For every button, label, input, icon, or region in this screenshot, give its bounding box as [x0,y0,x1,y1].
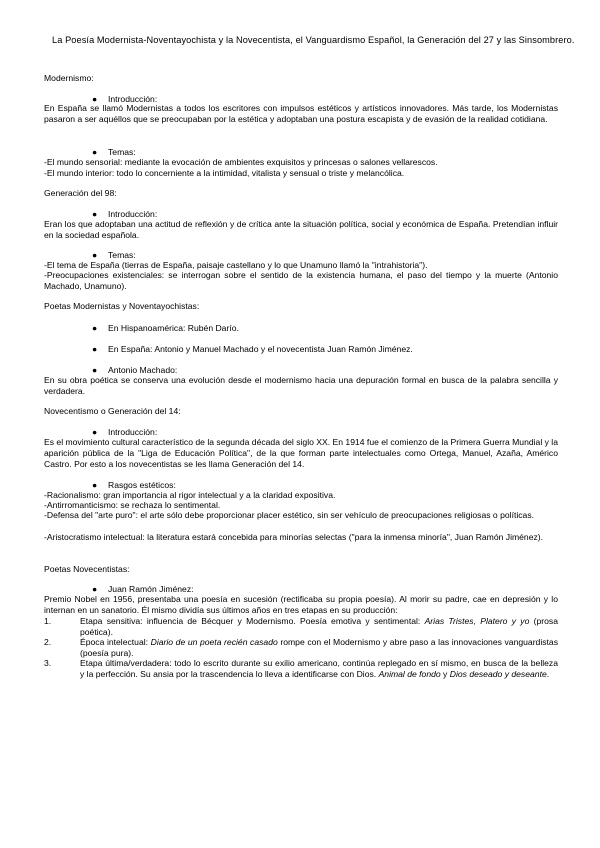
bullet-label: Temas: [108,250,136,260]
bullet-label: Temas: [108,147,136,157]
section-heading-poetas-mn: Poetas Modernistas y Noventayochistas: [44,301,200,311]
work-title: Diario de un poeta recién casado [150,637,278,647]
list-line: -Preocupaciones existenciales: se interrogan sobre el sentido de la existencia humana, el paso del tiempo y la muerte (Antonio Machado, Unamuno). [44,270,558,291]
bullet-icon: ● [92,480,98,490]
list-line: -El mundo interior: todo lo concerniente a la intimidad, vitalista y sensual o triste y melancólica. [44,168,405,178]
numbered-item [44,658,558,680]
numbered-item [44,616,558,638]
bullet-icon: ● [92,250,98,260]
document-title: La Poesía Modernista-Noventayochista y la Novecentista, el Vanguardismo Español, la Generación del 27 y las Sinsombrero. [52,35,575,45]
bullet-icon: ● [92,209,98,219]
bullet-icon: ● [92,147,98,157]
item-number: 1. [44,616,52,626]
list-line: -Defensa del "arte puro": el arte sólo debe proporcionar placer estético, sin ser vehículo de preocupaciones religiosas o políticas. [44,510,535,520]
paragraph: Eran los que adoptaban una actitud de reflexión y de crítica ante la situación política, social y económica de España. Pretendían influir en la sociedad española. [44,219,558,240]
bullet-label: Introducción: [108,94,158,104]
paragraph: Es el movimiento cultural característico de la segunda década del siglo XX. En 1914 fue el comienzo de la Primera Guerra Mundial y la aparición pública de la "Liga de Educación Política", de la que forman parte intelectuales como Ortega, Manuel, Azaña, Américo Castro. Por esto a los novecentistas se les llama Generación del 14. [44,437,558,469]
bullet-label: Rasgos estéticos: [108,480,176,490]
bullet-icon: ● [92,365,98,375]
section-heading-g98: Generación del 98: [44,188,117,198]
list-line: -El tema de España (tierras de España, paisaje castellano y lo que Unamuno llamó la "intrahistoria"). [44,260,428,270]
list-line: -El mundo sensorial: mediante la evocación de ambientes exquisitos y princesas o salones vellarescos. [44,157,438,167]
paragraph: En España se llamó Modernistas a todos los escritores con impulsos estéticos y artísticos innovadores. Más tarde, los Modernistas pasaron a ser aquéllos que se preocupaban por la estética y adoptaban una postura escapista y de evasión de la realidad cotidiana. [44,103,558,124]
bullet-icon: ● [92,323,98,333]
bullet-icon: ● [92,344,98,354]
item-text: Etapa última/verdadera: todo lo escrito durante su exilio americano, continúa replegado en sí mismo, en busca de la belleza y la perfección. Su ansia por la trascendencia lo lleva a identificarse con Dios. Animal de fondo y Dios deseado y deseante. [80,658,558,679]
item-number: 2. [44,637,52,647]
bullet-label: En España: Antonio y Manuel Machado y el novecentista Juan Ramón Jiménez. [108,344,413,354]
bullet-icon: ● [92,427,98,437]
bullet-label: Antonio Machado: [108,365,178,375]
bullet-icon: ● [92,94,98,104]
list-line: -Antirromanticismo: se rechaza lo sentimental. [44,500,221,510]
bullet-label: Juan Ramón Jiménez: [108,584,194,594]
bullet-label: En Hispanoamérica: Rubén Darío. [108,323,239,333]
section-heading-modernismo: Modernismo: [44,73,94,83]
work-title: Dios deseado y deseante [449,669,547,679]
bullet-label: Introducción: [108,209,158,219]
item-number: 3. [44,658,52,668]
bullet-label: Introducción: [108,427,158,437]
item-text: Época intelectual: Diario de un poeta recién casado rompe con el Modernismo y abre paso a las innovaciones vanguardistas (poesía pura). [80,637,559,658]
item-text: Etapa sensitiva: influencia de Bécquer y Modernismo. Poesía emotiva y sentimental: Arias Tristes, Platero y yo (prosa poética). [80,616,559,637]
bullet-icon: ● [92,584,98,594]
list-line: -Racionalismo: gran importancia al rigor intelectual y a la claridad expositiva. [44,490,336,500]
work-title: Animal de fondo [378,669,441,679]
paragraph: En su obra poética se conserva una evolución desde el modernismo hacia una depuración formal en busca de la palabra sencilla y verdadera. [44,375,558,396]
paragraph: Premio Nobel en 1956, presentaba una poesía en sucesión (rectificaba su propia poesía). Al morir su padre, cae en depresión y lo internan en un sanatorio. Él mismo dividía sus últimos años en tres etapas en su producción: [44,594,558,615]
numbered-item [44,637,558,659]
list-line: -Aristocratismo intelectual: la literatura estará concebida para minorías selectas ("para la inmensa minoría", Juan Ramón Jiménez). [44,532,544,542]
section-heading-g14: Novecentismo o Generación del 14: [44,406,181,416]
work-title: Arias Tristes, Platero y yo [424,616,530,626]
section-heading-poetas-nov: Poetas Novecentistas: [44,564,130,574]
